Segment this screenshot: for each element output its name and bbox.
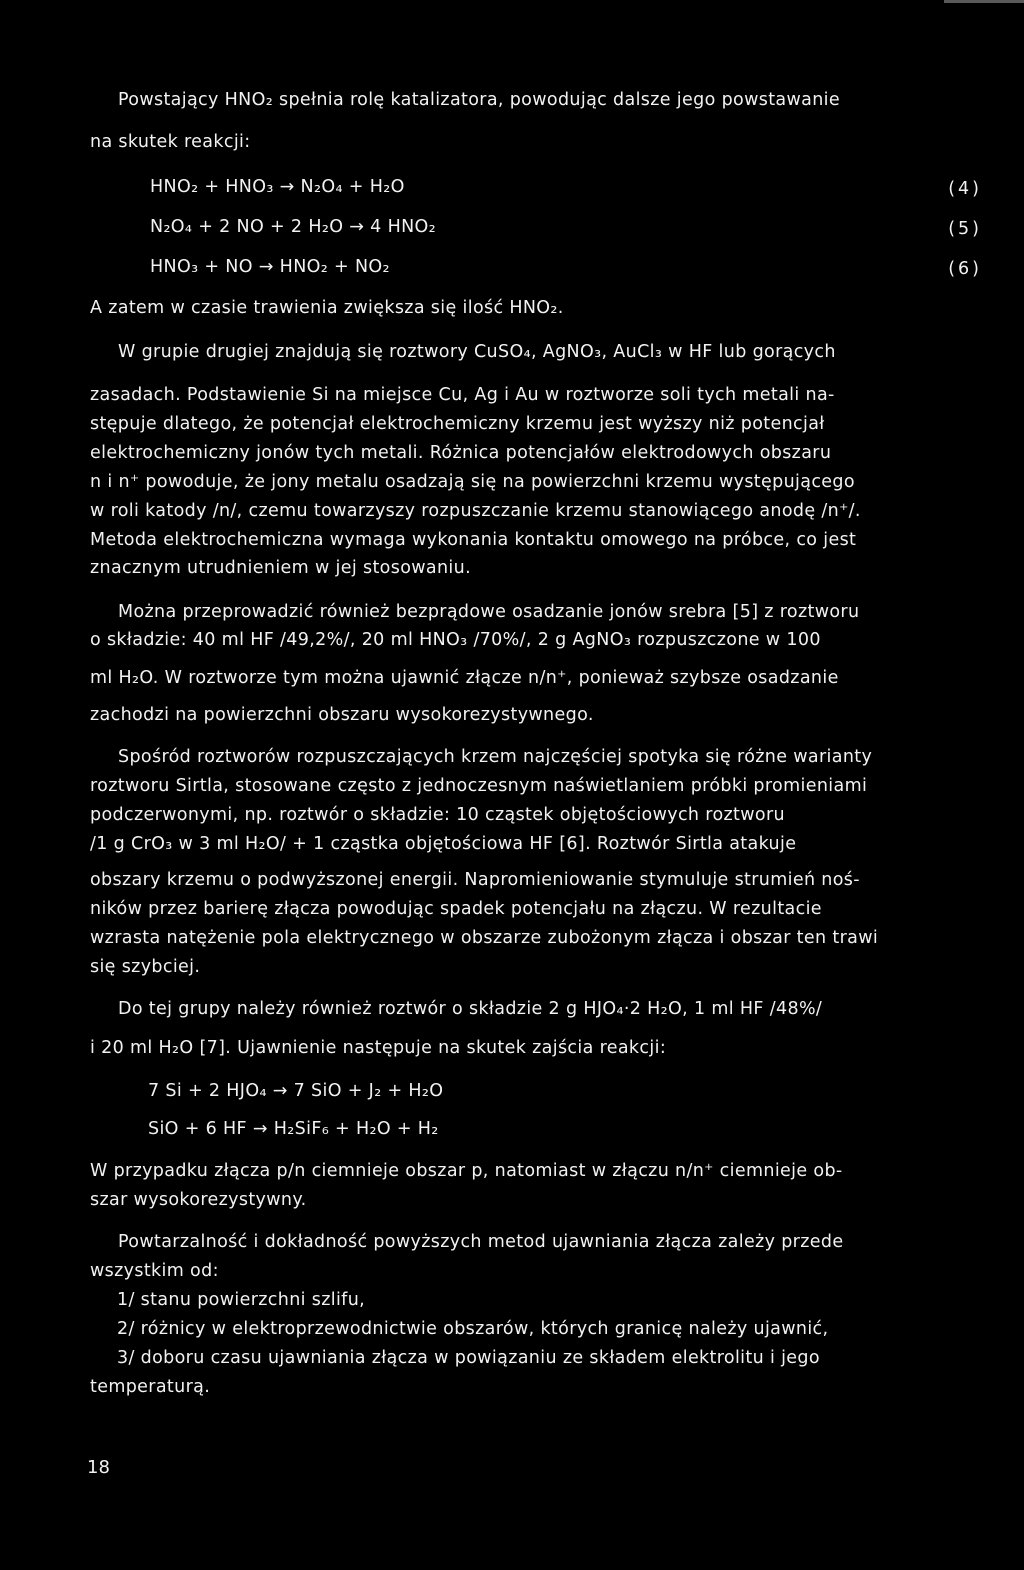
paragraph-line: znacznym utrudnieniem w jej stosowaniu. — [90, 558, 471, 578]
list-item: 3/ doboru czasu ujawniania złącza w powiązaniu ze składem elektrolitu i jego — [117, 1348, 820, 1368]
paragraph-line: n i n⁺ powoduje, że jony metalu osadzają się na powierzchni krzemu występującego — [90, 472, 855, 492]
paragraph-line: o składzie: 40 ml HF /49,2%/, 20 ml HNO₃ /70%/, 2 g AgNO₃ rozpuszczone w 100 — [90, 630, 821, 650]
paragraph-line: i 20 ml H₂O [7]. Ujawnienie następuje na skutek zajścia reakcji: — [90, 1038, 667, 1058]
paragraph-line: elektrochemiczny jonów tych metali. Różnica potencjałów elektrodowych obszaru — [90, 443, 832, 463]
paragraph-line: Powtarzalność i dokładność powyższych metod ujawniania złącza zależy przede — [118, 1232, 844, 1252]
paragraph-line: W grupie drugiej znajdują się roztwory CuSO₄, AgNO₃, AuCl₃ w HF lub gorących — [118, 342, 836, 362]
paragraph-line: wszystkim od: — [90, 1261, 219, 1281]
paragraph-line: szar wysokorezystywny. — [90, 1190, 307, 1210]
paragraph-line: temperaturą. — [90, 1377, 211, 1397]
paragraph-line: w roli katody /n/, czemu towarzyszy rozpuszczanie krzemu stanowiącego anodę /n⁺/. — [90, 501, 861, 521]
paragraph-line: Powstający HNO₂ spełnia rolę katalizatora, powodując dalsze jego powstawanie — [118, 90, 841, 110]
paragraph-line: A zatem w czasie trawienia zwiększa się ilość HNO₂. — [90, 298, 564, 318]
equation-5: N₂O₄ + 2 NO + 2 H₂O → 4 HNO₂ — [150, 217, 437, 237]
paragraph-line: Do tej grupy należy również roztwór o składzie 2 g HJO₄·2 H₂O, 1 ml HF /48%/ — [118, 999, 823, 1019]
paragraph-line: Spośród roztworów rozpuszczających krzem najczęściej spotyka się różne warianty — [118, 747, 873, 767]
equation-6: HNO₃ + NO → HNO₂ + NO₂ — [150, 257, 390, 277]
top-edge-mark — [944, 0, 1024, 3]
equation-number-4: (4) — [948, 179, 982, 199]
paragraph-line: wzrasta natężenie pola elektrycznego w obszarze zubożonym złącza i obszar ten trawi — [90, 928, 879, 948]
equation-number-6: (6) — [948, 259, 982, 279]
paragraph-line: ników przez barierę złącza powodując spadek potencjału na złączu. W rezultacie — [90, 899, 822, 919]
page-number: 18 — [87, 1457, 110, 1478]
paragraph-line: stępuje dlatego, że potencjał elektrochemiczny krzemu jest wyższy niż potencjał — [90, 414, 825, 434]
paragraph-line: obszary krzemu o podwyższonej energii. Napromieniowanie stymuluje strumień noś- — [90, 870, 860, 890]
paragraph-line: się szybciej. — [90, 957, 201, 977]
equation-4: HNO₂ + HNO₃ → N₂O₄ + H₂O — [150, 177, 405, 197]
paragraph-line: /1 g CrO₃ w 3 ml H₂O/ + 1 cząstka objętościowa HF [6]. Roztwór Sirtla atakuje — [90, 834, 797, 854]
paragraph-line: Metoda elektrochemiczna wymaga wykonania kontaktu omowego na próbce, co jest — [90, 530, 857, 550]
reaction-equation: SiO + 6 HF → H₂SiF₆ + H₂O + H₂ — [148, 1119, 439, 1139]
paragraph-line: na skutek reakcji: — [90, 132, 251, 152]
paragraph-line: roztworu Sirtla, stosowane często z jednoczesnym naświetlaniem próbki promieniami — [90, 776, 868, 796]
paragraph-line: W przypadku złącza p/n ciemnieje obszar p, natomiast w złączu n/n⁺ ciemnieje ob- — [90, 1161, 843, 1181]
reaction-equation: 7 Si + 2 HJO₄ → 7 SiO + J₂ + H₂O — [148, 1081, 444, 1101]
paragraph-line: zachodzi na powierzchni obszaru wysokorezystywnego. — [90, 705, 594, 725]
paragraph-line: zasadach. Podstawienie Si na miejsce Cu, Ag i Au w roztworze soli tych metali na- — [90, 385, 835, 405]
paragraph-line: ml H₂O. W roztworze tym można ujawnić złącze n/n⁺, ponieważ szybsze osadzanie — [90, 668, 839, 688]
equation-number-5: (5) — [948, 219, 982, 239]
paragraph-line: Można przeprowadzić również bezprądowe osadzanie jonów srebra [5] z roztworu — [118, 602, 860, 622]
list-item: 1/ stanu powierzchni szlifu, — [117, 1290, 366, 1310]
paragraph-line: podczerwonymi, np. roztwór o składzie: 10 cząstek objętościowych roztworu — [90, 805, 785, 825]
list-item: 2/ różnicy w elektroprzewodnictwie obszarów, których granicę należy ujawnić, — [117, 1319, 829, 1339]
